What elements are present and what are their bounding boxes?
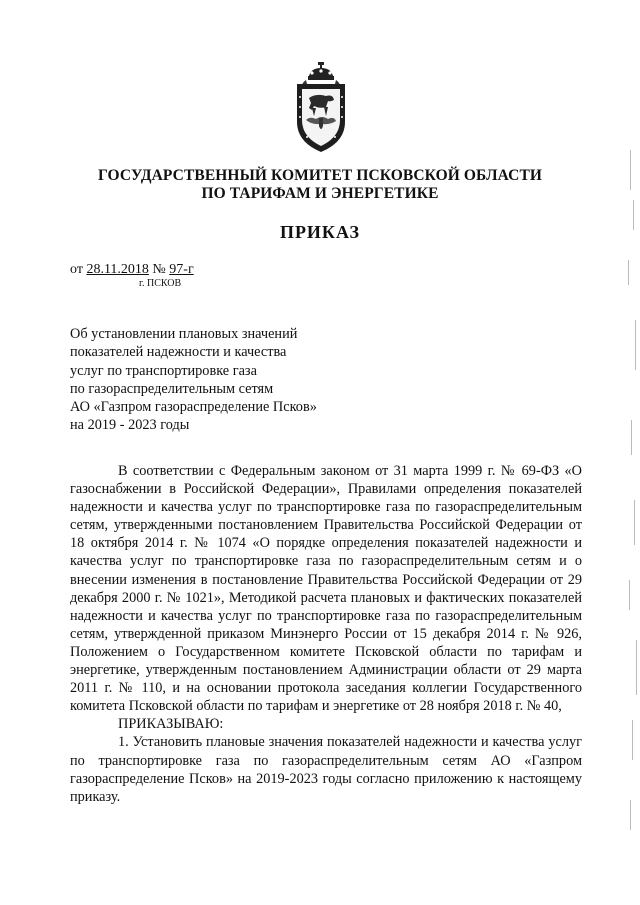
document-type-heading: ПРИКАЗ: [279, 222, 361, 242]
city-label: г. ПСКОВ: [139, 278, 182, 289]
subject-line: АО «Газпром газораспределение Псков»: [70, 399, 317, 416]
subject-line: Об установлении плановых значений: [70, 326, 298, 342]
subject-line: на 2019 - 2023 годы: [70, 417, 190, 434]
date-prefix: от: [70, 262, 87, 277]
scan-edge-artifact: [618, 0, 640, 905]
organization-title: [60, 167, 580, 203]
subject-line: по газораспределительным сетям: [70, 380, 274, 397]
subject-line: услуг по транспортировке газа: [70, 362, 257, 379]
order-body: [70, 462, 582, 806]
preamble-paragraph: В соответствии с Федеральным законом от 31 марта 1999 г. № 69-ФЗ «О газоснабжении в Российской Федерации», Правилами определения показателей надежности и качества услуг по транспортировке газа по газораспределительным сетям, утвержденными постановлением Правительства Российской Федерации от 18 октября 2014 г. № 1074 «О порядке определения показателей надежности и качества услуг по транспортировке газа по газораспределительным сетям и о внесении изменения в постановление Правительства Российской Федерации от 29 декабря 2000 г. № 1021», Методикой расчета плановых и фактических показателей надежности и качества услуг по транспортировке газа по газораспределительным сетям, утвержденной приказом Минэнерго России от 15 декабря 2014 г. № 926, Положением о Государственном комитете Псковской области по тарифам и энергетике, утвержденным постановлением Администрации области от 29 марта 2011 г. № 110, и на основании протокола заседания коллегии Государственного комитета Псковской области по тарифам и энергетике от 28 ноября 2018 г. № 40,: [70, 463, 582, 715]
organization-title-line-2: ПО ТАРИФАМ И ЭНЕРГЕТИКЕ: [201, 185, 439, 202]
subject-line: показателей надежности и качества: [70, 344, 287, 361]
organization-title-line-1: ГОСУДАРСТВЕННЫЙ КОМИТЕТ ПСКОВСКОЙ ОБЛАСТИ: [97, 167, 543, 184]
order-item-1: 1. Установить плановые значения показателей надежности и качества услуг по транспортировке газа по газораспределительным сетям АО «Газпром газораспределение Псков» на 2019-2023 годы согласно приложению к настоящему приказу.: [70, 734, 582, 805]
order-date-number: [70, 262, 194, 278]
coat-of-arms-emblem: [292, 62, 350, 154]
order-directive-word: ПРИКАЗЫВАЮ:: [118, 716, 224, 733]
order-number: 97-г: [169, 262, 194, 277]
number-prefix: №: [148, 262, 170, 277]
order-date: 28.11.2018: [86, 262, 149, 277]
order-subject: [70, 325, 317, 435]
